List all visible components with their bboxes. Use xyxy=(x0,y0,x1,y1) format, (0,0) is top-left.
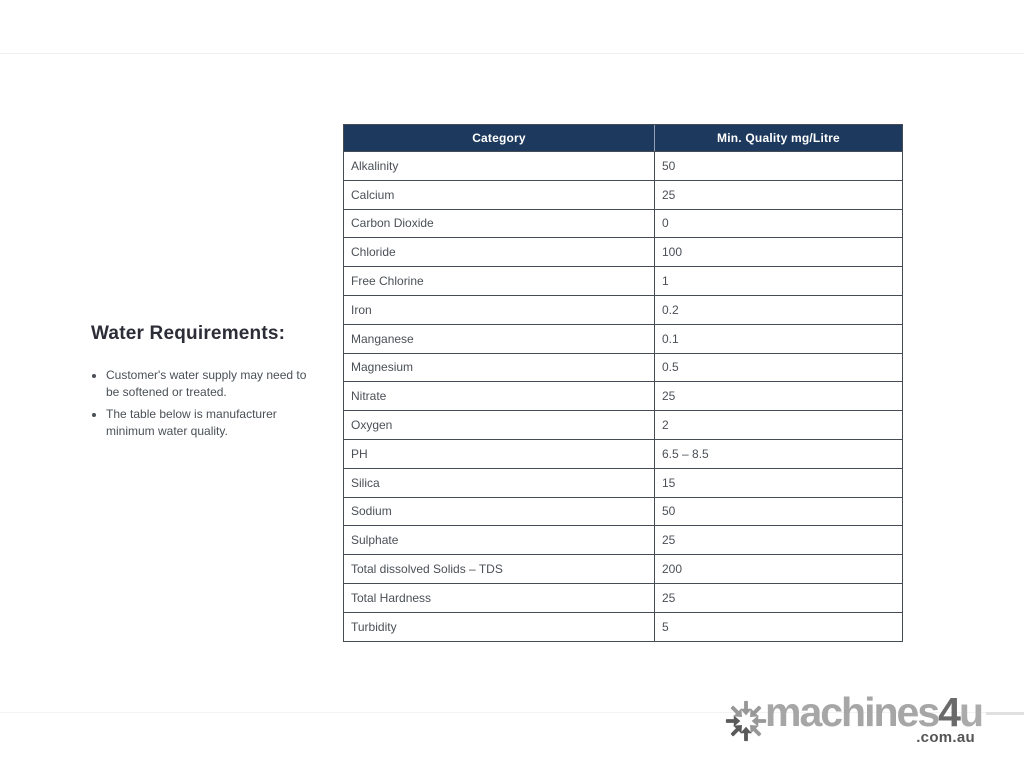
table-header-quality: Min. Quality mg/Litre xyxy=(655,125,902,151)
logo-wordmark xyxy=(765,689,983,735)
description-panel xyxy=(91,322,323,440)
category-cell: Alkalinity xyxy=(344,151,655,180)
value-cell: 0 xyxy=(655,209,902,238)
value-cell: 6.5 – 8.5 xyxy=(655,439,902,468)
category-cell: Sodium xyxy=(344,497,655,526)
table-row xyxy=(344,237,902,266)
value-cell: 0.2 xyxy=(655,295,902,324)
table-row xyxy=(344,612,902,641)
page-title: Water Requirements: xyxy=(91,323,286,344)
logo-right-rule xyxy=(986,712,1024,715)
category-cell: Free Chlorine xyxy=(344,266,655,295)
table-row xyxy=(344,295,902,324)
table-body xyxy=(344,151,902,641)
value-cell: 1 xyxy=(655,266,902,295)
snowflake-arrows-icon xyxy=(725,700,767,747)
category-cell: Nitrate xyxy=(344,381,655,410)
category-cell: Total Hardness xyxy=(344,583,655,612)
category-cell: Iron xyxy=(344,295,655,324)
value-cell: 5 xyxy=(655,612,902,641)
value-cell: 50 xyxy=(655,151,902,180)
category-cell: Magnesium xyxy=(344,353,655,382)
table-row xyxy=(344,468,902,497)
value-cell: 25 xyxy=(655,583,902,612)
machines4u-logo-watermark xyxy=(725,689,983,748)
bullet-item: • The table below is manufacturer minimum water quality. xyxy=(106,406,323,440)
table-row xyxy=(344,266,902,295)
water-quality-table xyxy=(343,124,903,642)
value-cell: 0.1 xyxy=(655,324,902,353)
value-cell: 25 xyxy=(655,180,902,209)
table-row xyxy=(344,151,902,180)
value-cell: 2 xyxy=(655,410,902,439)
table-row xyxy=(344,583,902,612)
category-cell: Oxygen xyxy=(344,410,655,439)
table-row xyxy=(344,497,902,526)
value-cell: 25 xyxy=(655,381,902,410)
table-row xyxy=(344,209,902,238)
table-row xyxy=(344,410,902,439)
category-cell: PH xyxy=(344,439,655,468)
table-row xyxy=(344,439,902,468)
bullet-list xyxy=(91,367,323,440)
table-row xyxy=(344,554,902,583)
table-row xyxy=(344,381,902,410)
value-cell: 200 xyxy=(655,554,902,583)
value-cell: 50 xyxy=(655,497,902,526)
table-header xyxy=(344,125,902,151)
bullet-item: • Customer's water supply may need to be softened or treated. xyxy=(106,367,323,401)
logo-text-machines: machines xyxy=(765,689,939,735)
category-cell: Turbidity xyxy=(344,612,655,641)
logo-text-u: u xyxy=(958,689,983,735)
category-cell: Calcium xyxy=(344,180,655,209)
category-cell: Chloride xyxy=(344,237,655,266)
table-row xyxy=(344,353,902,382)
value-cell: 100 xyxy=(655,237,902,266)
category-cell: Carbon Dioxide xyxy=(344,209,655,238)
category-cell: Total dissolved Solids – TDS xyxy=(344,554,655,583)
value-cell: 0.5 xyxy=(655,353,902,382)
table-row xyxy=(344,324,902,353)
category-cell: Manganese xyxy=(344,324,655,353)
table-header-row xyxy=(344,125,902,151)
top-divider xyxy=(0,53,1024,54)
category-cell: Silica xyxy=(344,468,655,497)
table-row xyxy=(344,180,902,209)
category-cell: Sulphate xyxy=(344,525,655,554)
table-row xyxy=(344,525,902,554)
value-cell: 25 xyxy=(655,525,902,554)
logo-text-4: 4 xyxy=(938,689,959,735)
value-cell: 15 xyxy=(655,468,902,497)
logo-domain-text: .com.au xyxy=(916,729,975,746)
table-header-category: Category xyxy=(344,125,655,151)
